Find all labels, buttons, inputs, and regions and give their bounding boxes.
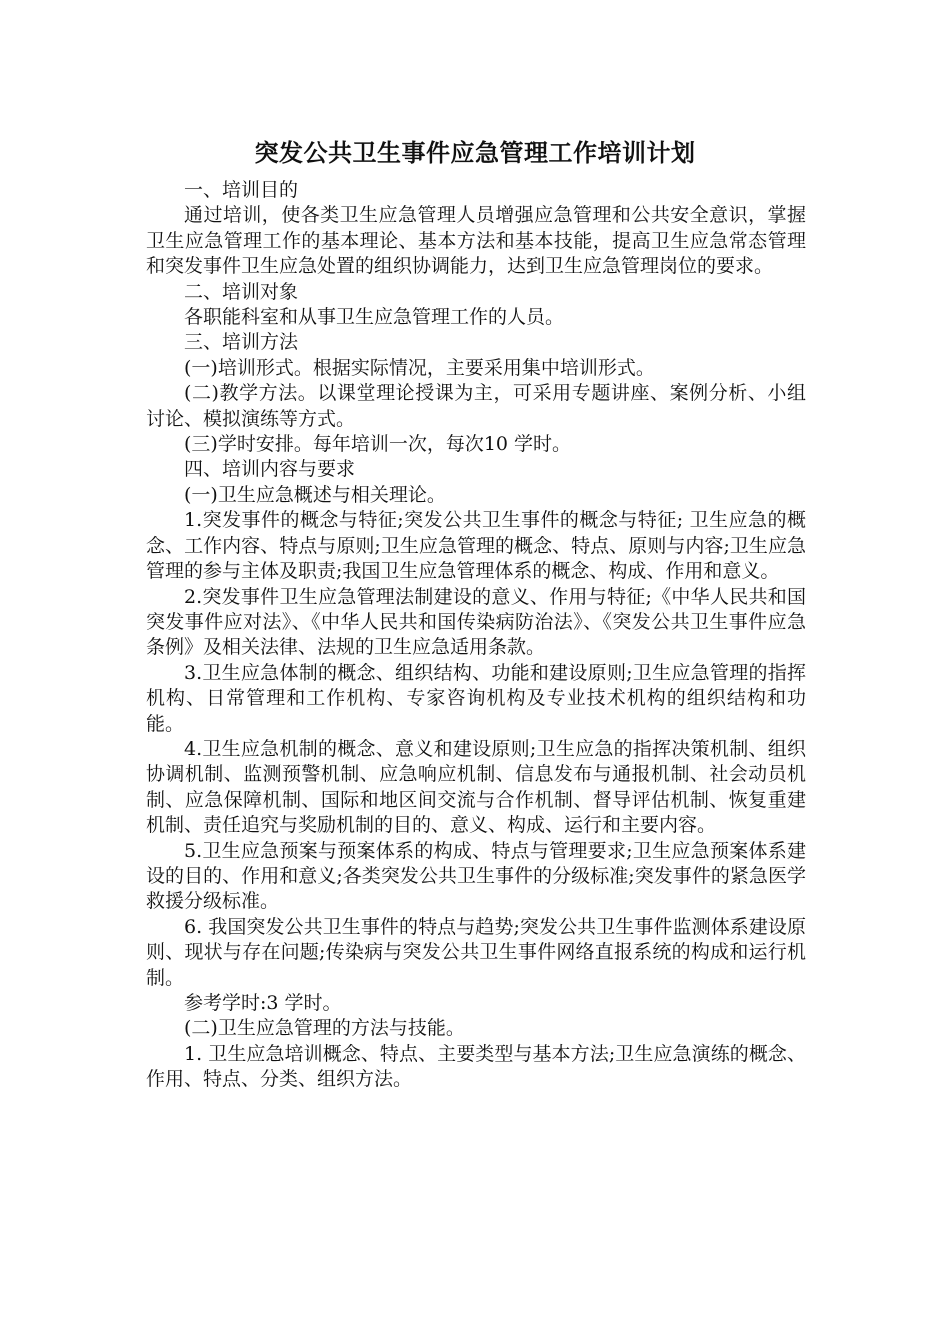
- list-item-3: 3.卫生应急体制的概念、组织结构、功能和建设原则;卫生应急管理的指挥机构、日常管理和工作机构、专家咨询机构及专业技术机构的组织结构和功能。: [146, 661, 806, 735]
- section-heading-training-purpose: 一、培训目的: [184, 179, 299, 201]
- paragraph-reference-hours: 参考学时:3 学时。: [184, 992, 342, 1014]
- paragraph-teaching-methods: (二)教学方法。以课堂理论授课为主，可采用专题讲座、案例分析、小组讨论、模拟演练等方式。: [146, 382, 806, 430]
- list-item-4: 4.卫生应急机制的概念、意义和建设原则;卫生应急的指挥决策机制、组织协调机制、监测预警机制、应急响应机制、信息发布与通报机制、社会动员机制、应急保障机制、国际和地区间交流与合作机制、督导评估机制、恢复重建机制、责任追究与奖励机制的目的、意义、构成、运行和主要内容。: [146, 737, 806, 837]
- subsection-heading-methods-skills: (二)卫生应急管理的方法与技能。: [184, 1017, 465, 1040]
- list-item-5: 5.卫生应急预案与预案体系的构成、特点与管理要求;卫生应急预案体系建设的目的、作用和意义;各类突发公共卫生事件的分级标准;突发事件的紧急医学救援分级标准。: [146, 839, 806, 913]
- section-heading-training-content: 四、培训内容与要求: [184, 458, 356, 481]
- document-body: [146, 178, 806, 1093]
- list-item-2: 2.突发事件卫生应急管理法制建设的意义、作用与特征;《中华人民共和国突发事件应对法》、《中华人民共和国传染病防治法》、《突发公共卫生事件应急条例》及相关法律、法规的卫生应急适用条款。: [146, 585, 806, 659]
- list-item-6: 6. 我国突发公共卫生事件的特点与趋势;突发公共卫生事件监测体系建设原则、现状与存在问题;传染病与突发公共卫生事件网络直报系统的构成和运行机制。: [146, 915, 806, 989]
- section-heading-training-methods: 三、培训方法: [184, 331, 299, 354]
- paragraph-training-format: (一)培训形式。根据实际情况，主要采用集中培训形式。: [184, 356, 655, 379]
- paragraph-class-hours: (三)学时安排。每年培训一次，每次10 学时。: [184, 433, 572, 456]
- paragraph-training-targets: 各职能科室和从事卫生应急管理工作的人员。: [184, 306, 565, 329]
- section-heading-training-targets: 二、培训对象: [184, 280, 299, 303]
- subsection-heading-overview-theory: (一)卫生应急概述与相关理论。: [184, 483, 446, 506]
- document-title: 突发公共卫生事件应急管理工作培训计划: [254, 139, 696, 167]
- list-item-1: 1.突发事件的概念与特征;突发公共卫生事件的概念与特征; 卫生应急的概念、工作内容、特点与原则;卫生应急管理的概念、特点、原则与内容;卫生应急管理的参与主体及职责;我国卫生应急管理体系的概念、构成、作用和意义。: [146, 509, 806, 583]
- list-item-methods-1: 1. 卫生应急培训概念、特点、主要类型与基本方法;卫生应急演练的概念、作用、特点、分类、组织方法。: [146, 1042, 806, 1091]
- paragraph-training-purpose: 通过培训，使各类卫生应急管理人员增强应急管理和公共安全意识，掌握卫生应急管理工作的基本理论、基本方法和基本技能，提高卫生应急常态管理和突发事件卫生应急处置的组织协调能力，达到卫生应急管理岗位的要求。: [146, 204, 806, 278]
